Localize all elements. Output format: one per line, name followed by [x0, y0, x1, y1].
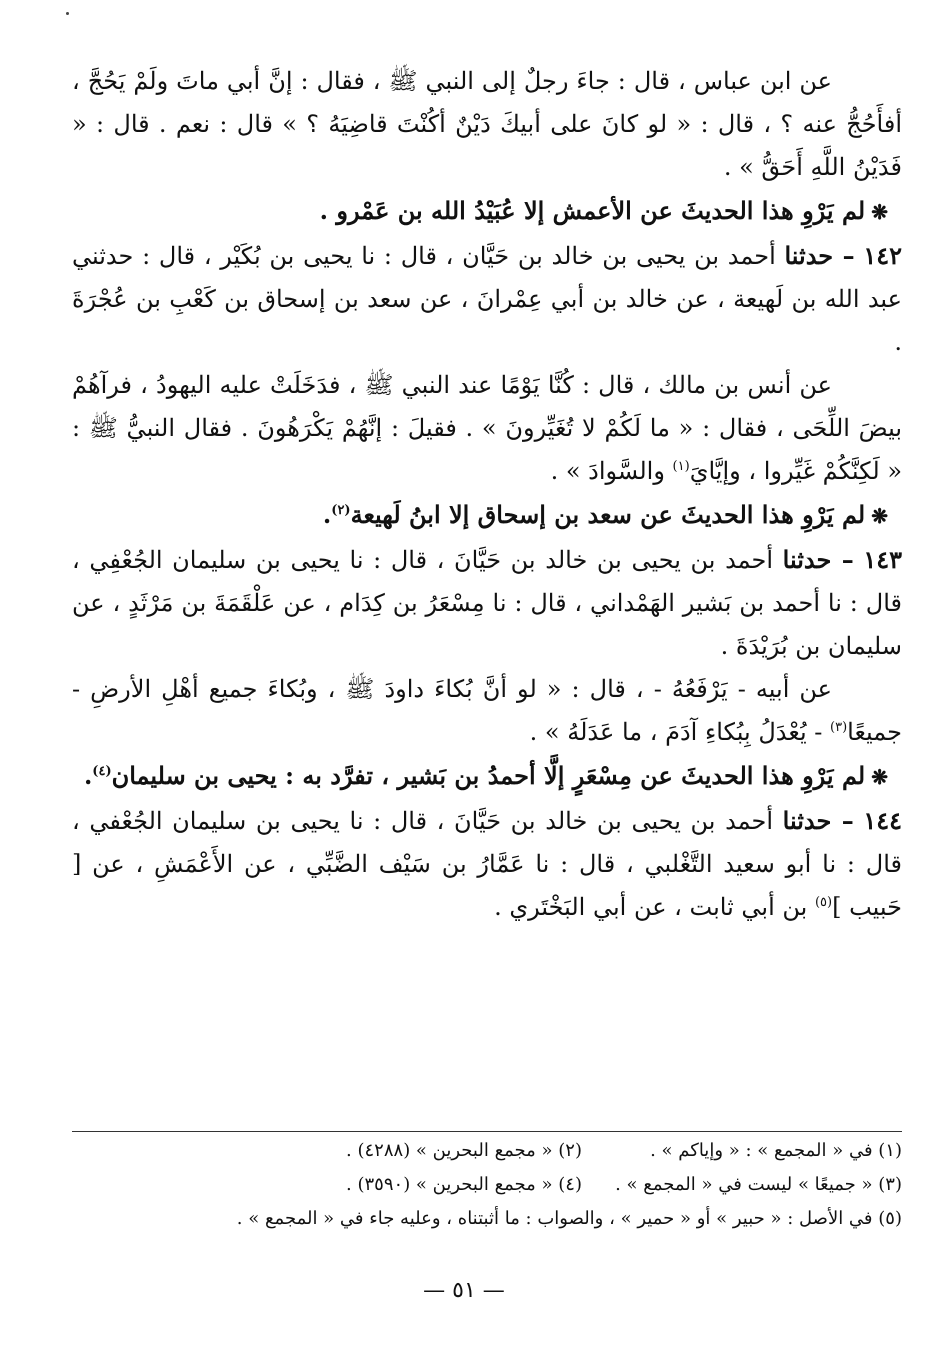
page-number: — ٥١ —: [423, 1278, 505, 1303]
footnote-ref[interactable]: (٢): [331, 503, 351, 518]
corner-mark: [66, 12, 69, 15]
hadith-number: ١٤٢: [863, 241, 902, 270]
star-bullet-icon: ❋: [871, 765, 888, 789]
page-body: [72, 60, 902, 929]
footnote-row: [72, 1202, 902, 1236]
footnote-5: (٥) في الأصل : « حبير » أو « حمير » ، والصواب : ما أثبتناه ، وعليه جاء في « المجمع » .: [236, 1208, 902, 1229]
footnote-ref[interactable]: (٤): [92, 764, 112, 779]
commentary-note: ❋لم يَرْوِ هذا الحديثَ عن الأعمش إلا عُبَيْدُ الله بن عَمْرو .: [319, 196, 888, 225]
star-bullet-icon: ❋: [871, 200, 888, 224]
commentary-note: ❋لم يَرْوِ هذا الحديثَ عن سعد بن إسحاق إلا ابنُ لَهيعة$^{(٢)}$.: [322, 500, 888, 529]
hadith-lead: حدثنا: [782, 545, 832, 574]
hadith-number: ١٤٣: [863, 545, 902, 574]
star-bullet-icon: ❋: [871, 504, 888, 528]
hadith-chain: ١٤٤ – حدثنا أحمد بن يحيى بن خالد بن حَيَّانَ ، قال : نا يحيى بن سليمان الجُعْفي ، قال : نا أبو سعيد التَّغْلبي ، قال : نا عَمَّارُ بن سَيْف الضَّبِّي ، عن الأَعْمَشِ ، عن [ حَبيب ]$^{(٥)}$ بن أبي ثابت ، عن أبي البَخْتَري .: [72, 806, 902, 921]
footnote-2: (٢) « مجمع البحرين » (٤٢٨٨) .: [346, 1140, 582, 1161]
footnote-ref[interactable]: (٥): [814, 895, 833, 910]
hadith-text: عن أبيه - يَرْفَعُهُ - ، قال : « لو أنَّ بُكاءَ داودَ ﷺ ، وبُكاءَ جميع أهْلِ الأرضِ - جميعًا$^{(٣)}$ - يُعْدَلُ بِبُكاءِ آدَمَ ، ما عَدَلَهُ » .: [72, 675, 902, 746]
footnote-1: (١) في « المجمع » : « وإياكم » .: [650, 1140, 902, 1161]
footnote-row: [72, 1134, 902, 1168]
hadith-number: ١٤٤: [863, 806, 902, 835]
footnote-4: (٤) « مجمع البحرين » (٣٥٩٠) .: [346, 1174, 582, 1195]
hadith-lead: حدثنا: [784, 241, 834, 270]
footnote-ref[interactable]: (١): [672, 459, 690, 474]
commentary-note: ❋لم يَرْوِ هذا الحديثَ عن مِسْعَرٍ إلَّا أحمدُ بن بَشير ، تفرَّد به : يحيى بن سليمان$^{(٤)}$.: [83, 761, 888, 790]
hadith-text: عن أنس بن مالك ، قال : كُنَّا يَوْمًا عند النبي ﷺ ، فدَخَلَتْ عليه اليهودُ ، فرآهُمْ بيضَ اللِّحَى ، فقال : « ما لَكُمْ لا تُغَيِّرونَ » . فقيلَ : إنَّهُمْ يَكْرَهُونَ . فقال النبيُّ ﷺ : « لَكِنَّكُمْ غَيِّروا ، وإيَّايَ$^{(١)}$ والسَّوادَ » .: [72, 371, 902, 485]
hadith-lead: حدثنا: [782, 806, 832, 835]
footnotes: [72, 1131, 902, 1236]
footnote-ref[interactable]: (٣): [830, 720, 848, 735]
footnote-3: (٣) « جميعًا » ليست في « المجمع » .: [615, 1174, 902, 1195]
hadith-chain: ١٤٣ – حدثنا أحمد بن يحيى بن خالد بن حَيَّانَ ، قال : نا يحيى بن سليمان الجُعْفِي ، قال : نا أحمد بن بَشير الهَمْداني ، قال : نا مِسْعَرُ بن كِدَام ، عن عَلْقَمَةَ بن مَرْثَدٍ ، عن سليمان بن بُرَيْدَةَ .: [72, 545, 902, 660]
hadith-text: عن ابن عباس ، قال : جاءَ رجلٌ إلى النبي ﷺ ، فقال : إنَّ أبي ماتَ ولَمْ يَحُجَّ ، أفأَحُجُّ عنه ؟ ، قال : « لو كانَ على أبيكَ دَيْنٌ أكُنْتَ قاضِيَهُ ؟ » قال : نعم . قال : « فَدَيْنُ اللَّهِ أَحَقُّ » .: [72, 67, 902, 181]
footnote-row: [72, 1168, 902, 1202]
hadith-chain: ١٤٢ – حدثنا أحمد بن يحيى بن خالد بن حَيَّان ، قال : نا يحيى بن بُكَيْر ، قال : حدثني عبد الله بن لَهيعة ، عن خالد بن أبي عِمْرانَ ، عن سعد بن إسحاق بن كَعْبِ بن عُجْرَةَ .: [72, 241, 902, 356]
